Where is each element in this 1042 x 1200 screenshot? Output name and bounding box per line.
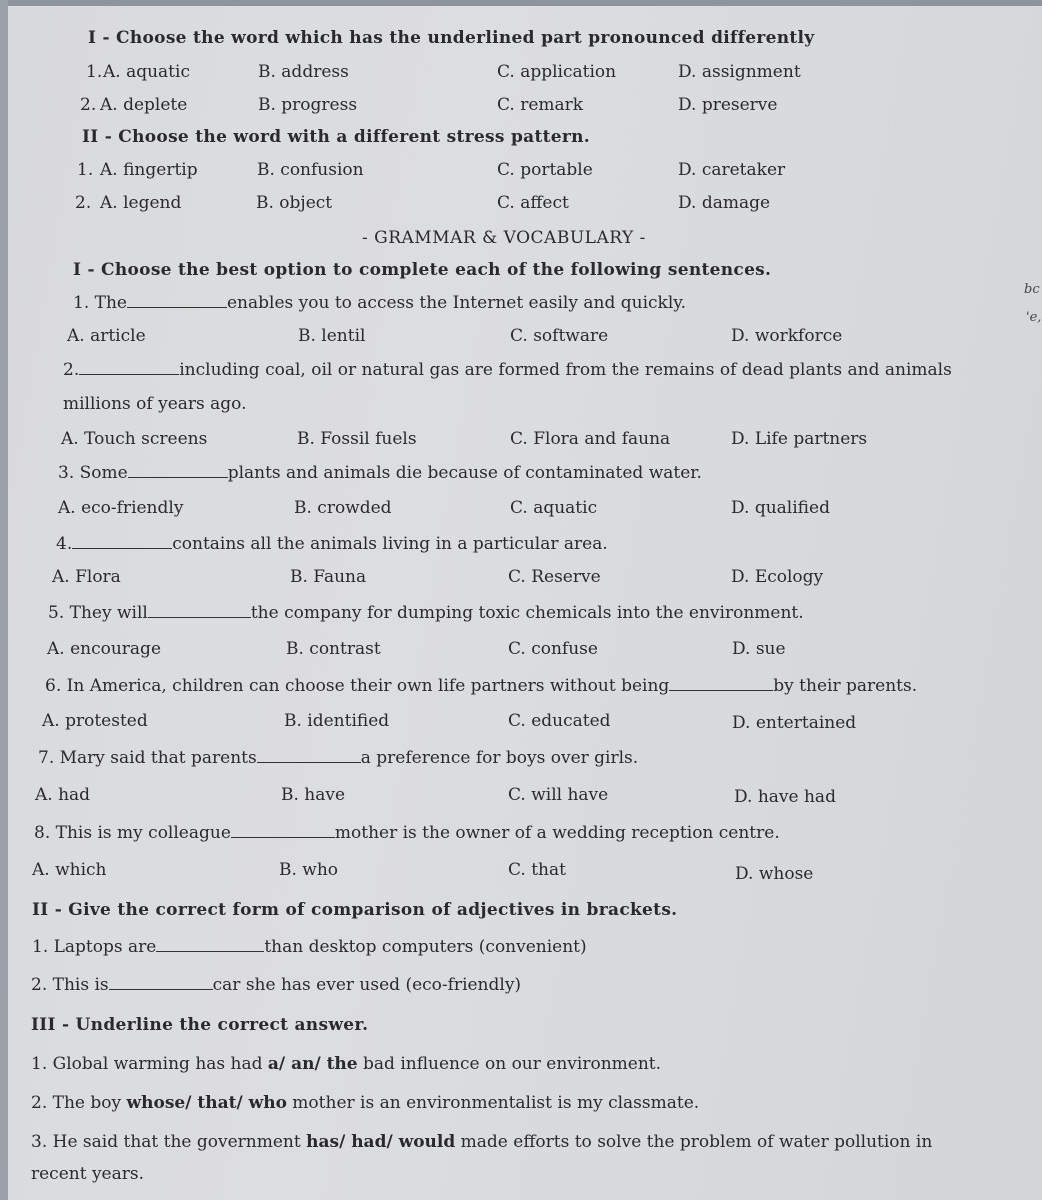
answer-choices[interactable]: whose/ that/ who <box>126 1093 287 1113</box>
option: A. eco-friendly <box>58 498 184 518</box>
question-text: made efforts to solve the problem of water pollution in <box>455 1132 933 1152</box>
option: B. Fauna <box>290 567 367 587</box>
option: B. progress <box>258 95 358 115</box>
option: 2. <box>75 193 92 213</box>
option: C. Reserve <box>508 567 601 587</box>
question-text: contains all the animals living in a particular area. <box>172 534 608 554</box>
comparison-q2 <box>31 975 521 995</box>
question-text: plants and animals die because of contaminated water. <box>227 463 702 483</box>
question-text: 3. Some <box>58 463 128 483</box>
answer-blank[interactable] <box>156 937 264 952</box>
option: C. confuse <box>508 639 598 659</box>
mc-q3 <box>58 463 702 483</box>
option: B. crowded <box>294 498 392 518</box>
option: C. educated <box>508 711 611 731</box>
option: D. Life partners <box>731 429 868 449</box>
question-text: 2. The boy <box>31 1093 127 1113</box>
option: D. sue <box>732 639 786 659</box>
option: D. entertained <box>732 713 857 733</box>
question-text: 7. Mary said that parents <box>38 748 257 768</box>
option: B. lentil <box>298 326 366 346</box>
option: D. qualified <box>731 498 830 518</box>
grammar-section-title: - GRAMMAR & VOCABULARY - <box>362 228 646 248</box>
underline-q3 <box>31 1132 932 1152</box>
page-left-edge <box>0 0 8 1200</box>
option: C. that <box>508 860 566 880</box>
question-text: 1. Laptops are <box>32 937 157 957</box>
question-text: 1. The <box>73 293 127 313</box>
option: D. preserve <box>678 95 778 115</box>
option: D. damage <box>678 193 771 213</box>
mc-q4 <box>56 534 608 554</box>
option: D. Ecology <box>731 567 824 587</box>
question-text: millions of years ago. <box>63 394 247 414</box>
pronunciation-heading: I - Choose the word which has the underlined part pronounced differently <box>88 28 815 48</box>
question-text: 6. In America, children can choose their own life partners without being <box>45 676 670 696</box>
option: B. contrast <box>286 639 381 659</box>
mc-q1 <box>73 293 686 313</box>
option: D. workforce <box>731 326 843 346</box>
question-text: 1. Global warming has had <box>31 1054 268 1074</box>
option: B. who <box>279 860 339 880</box>
underline-heading: III - Underline the correct answer. <box>31 1015 369 1035</box>
option: B. Fossil fuels <box>297 429 417 449</box>
question-text: including coal, oil or natural gas are formed from the remains of dead plants and animals <box>179 360 952 380</box>
option: A. Flora <box>52 567 121 587</box>
answer-blank[interactable] <box>109 975 213 990</box>
comparison-q1 <box>32 937 587 957</box>
option: C. Flora and fauna <box>510 429 671 449</box>
mc-q2 <box>63 360 952 380</box>
option: B. identified <box>284 711 390 731</box>
question-text: recent years. <box>31 1164 145 1184</box>
stress-heading: II - Choose the word with a different stress pattern. <box>82 127 591 147</box>
option: D. have had <box>734 787 836 807</box>
mc-q7 <box>38 748 638 768</box>
option: B. have <box>281 785 346 805</box>
option: D. caretaker <box>678 160 786 180</box>
question-text: the company for dumping toxic chemicals into the environment. <box>250 603 804 623</box>
option: A. Touch screens <box>61 429 208 449</box>
answer-blank[interactable] <box>231 823 335 838</box>
question-text: 4. <box>56 534 73 554</box>
question-text: 2. <box>63 360 80 380</box>
option: A. deplete <box>100 95 188 115</box>
option: C. affect <box>497 193 569 213</box>
option: C. remark <box>497 95 584 115</box>
option: D. assignment <box>678 62 801 82</box>
option: C. aquatic <box>510 498 598 518</box>
option: A. encourage <box>47 639 162 659</box>
option: 2. <box>80 95 97 115</box>
question-text: enables you to access the Internet easily and quickly. <box>226 293 687 313</box>
option: C. will have <box>508 785 609 805</box>
option: 1. <box>77 160 94 180</box>
question-text: 5. They will <box>48 603 148 623</box>
mc-q8 <box>34 823 780 843</box>
option: A. aquatic <box>103 62 190 82</box>
answer-choices[interactable]: has/ had/ would <box>306 1132 456 1152</box>
option: B. object <box>256 193 333 213</box>
answer-blank[interactable] <box>669 676 773 691</box>
answer-blank[interactable] <box>72 534 172 549</box>
comparison-heading: II - Give the correct form of comparison of adjectives in brackets. <box>32 900 678 920</box>
option: B. address <box>258 62 349 82</box>
option: A. protested <box>42 711 148 731</box>
answer-blank[interactable] <box>148 603 251 618</box>
question-text: than desktop computers (convenient) <box>264 937 587 957</box>
option: C. application <box>497 62 617 82</box>
mc-q6 <box>45 676 917 696</box>
page-top-edge <box>0 0 1042 6</box>
question-text: car she has ever used (eco-friendly) <box>212 975 522 995</box>
question-text: a preference for boys over girls. <box>360 748 639 768</box>
question-text: bad influence on our environment. <box>357 1054 662 1074</box>
answer-blank[interactable] <box>127 293 227 308</box>
option: A. had <box>35 785 91 805</box>
answer-blank[interactable] <box>257 748 361 763</box>
question-text: mother is the owner of a wedding reception centre. <box>334 823 780 843</box>
option: A. legend <box>100 193 182 213</box>
answer-choices[interactable]: a/ an/ the <box>267 1054 358 1074</box>
margin-note: bc <box>1024 282 1040 297</box>
margin-note: 'e, <box>1026 310 1042 325</box>
option: A. fingertip <box>100 160 198 180</box>
mc-q5 <box>48 603 804 623</box>
option: C. portable <box>497 160 593 180</box>
option: A. which <box>32 860 107 880</box>
option: A. article <box>67 326 146 346</box>
option: D. whose <box>735 864 814 884</box>
mc-heading: I - Choose the best option to complete each of the following sentences. <box>73 260 772 280</box>
question-text: 2. This is <box>31 975 109 995</box>
option: B. confusion <box>257 160 364 180</box>
answer-blank[interactable] <box>79 360 179 375</box>
underline-q2 <box>31 1093 699 1113</box>
option: 1. <box>86 62 103 82</box>
question-text: 8. This is my colleague <box>34 823 231 843</box>
underline-q1 <box>31 1054 661 1074</box>
question-text: by their parents. <box>773 676 918 696</box>
question-text: 3. He said that the government <box>31 1132 307 1152</box>
question-text: mother is an environmentalist is my classmate. <box>286 1093 700 1113</box>
option: C. software <box>510 326 609 346</box>
answer-blank[interactable] <box>128 463 228 478</box>
